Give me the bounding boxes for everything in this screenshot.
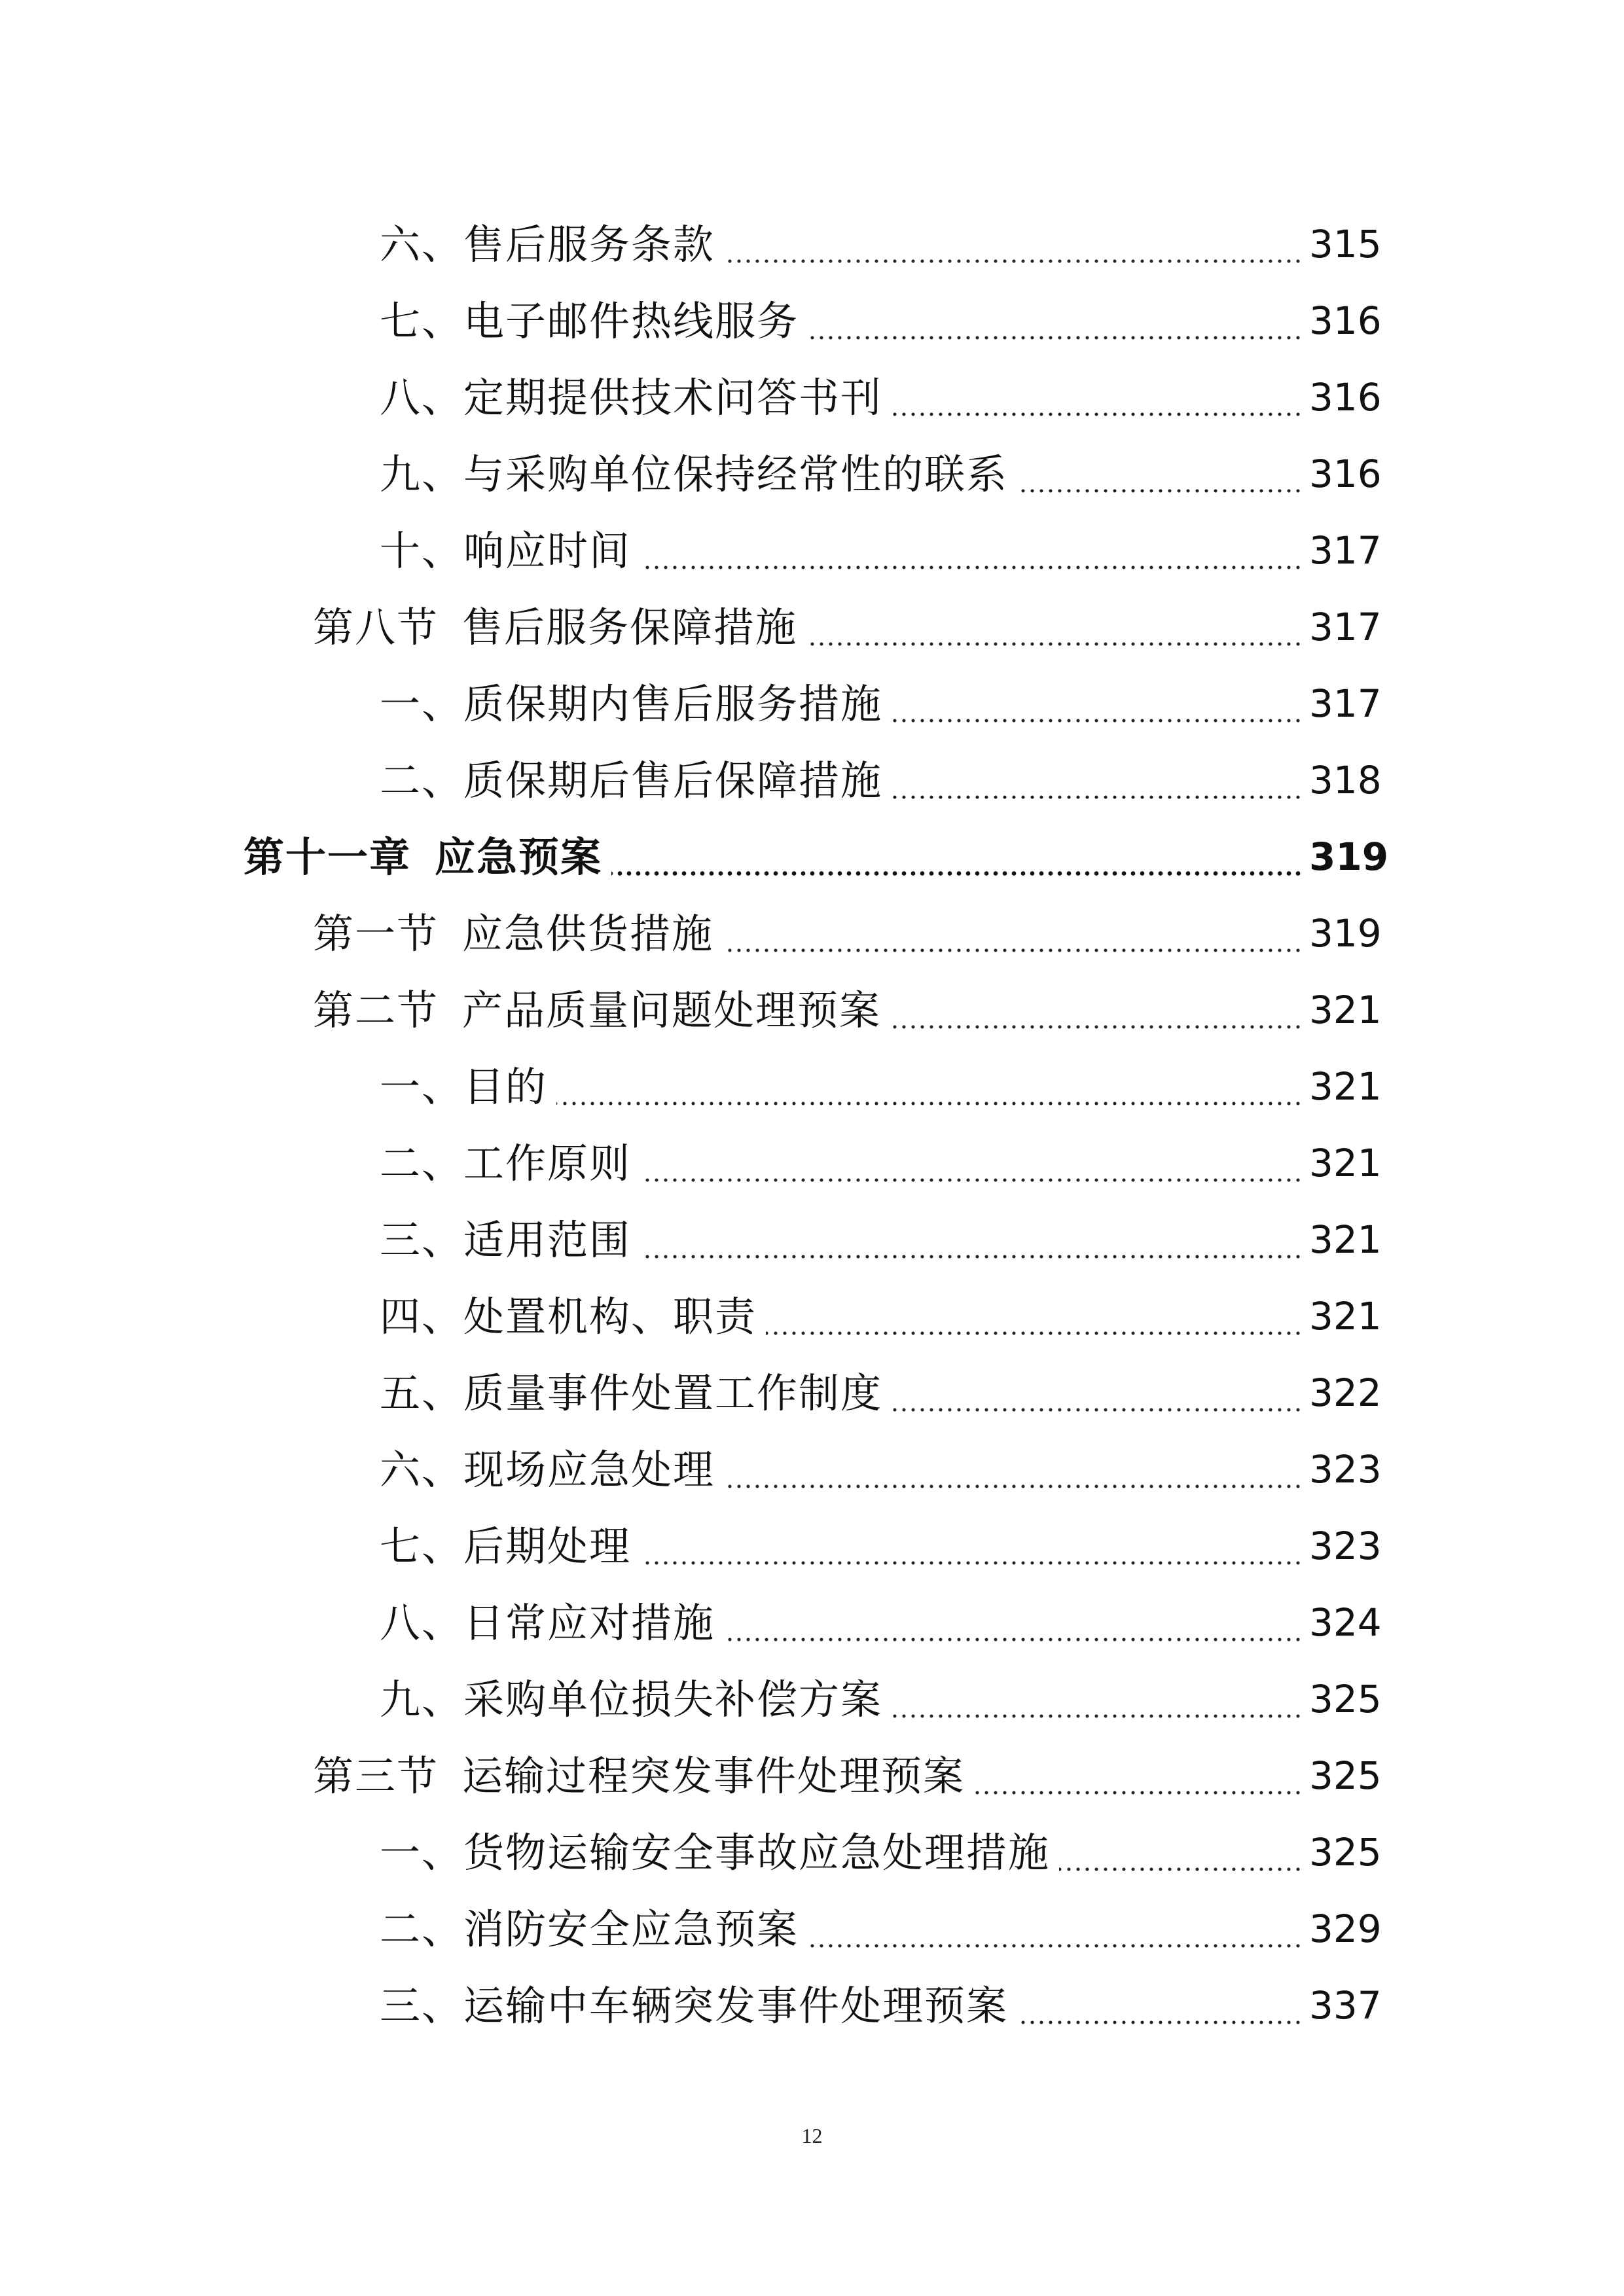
toc-entry-page-number: 325 bbox=[1309, 1830, 1382, 1874]
toc-entry-label bbox=[380, 1125, 631, 1202]
toc-entry-label bbox=[380, 512, 631, 589]
toc-entry-prefix: 三、 bbox=[380, 1216, 464, 1264]
page-number: 12 bbox=[801, 2124, 823, 2147]
toc-entry-label bbox=[244, 819, 602, 895]
toc-entry-page-number: 319 bbox=[1309, 911, 1382, 956]
toc-dot-leader bbox=[892, 666, 1303, 742]
toc-entry-title: 后期处理 bbox=[463, 1522, 632, 1570]
toc-entry-label bbox=[380, 1967, 1008, 2044]
toc-dot-leader bbox=[640, 1508, 1303, 1585]
toc-entry-prefix: 十、 bbox=[380, 527, 464, 575]
toc-entry-prefix: 六、 bbox=[380, 1446, 464, 1494]
toc-dot-leader bbox=[892, 742, 1303, 819]
table-of-contents bbox=[0, 206, 1624, 2044]
toc-entry-page-number: 323 bbox=[1309, 1447, 1382, 1492]
toc-section-entry[interactable] bbox=[0, 895, 1624, 972]
toc-entry-title: 产品质量问题处理预案 bbox=[462, 986, 882, 1034]
toc-entry-title: 质保期内售后服务措施 bbox=[463, 680, 883, 728]
toc-entry-page-number: 317 bbox=[1309, 681, 1382, 726]
toc-entry-prefix: 六、 bbox=[380, 221, 464, 268]
toc-entry-label bbox=[380, 1508, 631, 1585]
toc-chapter-entry[interactable] bbox=[0, 819, 1624, 895]
toc-entry-label bbox=[313, 895, 713, 972]
toc-entry-prefix: 一、 bbox=[380, 1829, 464, 1876]
toc-entry-page-number: 321 bbox=[1309, 1064, 1382, 1109]
toc-entry-prefix: 三、 bbox=[380, 1982, 464, 2030]
toc-entry-prefix: 二、 bbox=[380, 757, 464, 804]
toc-entry-label bbox=[380, 436, 1008, 512]
toc-subsection-entry[interactable] bbox=[0, 1431, 1624, 1508]
toc-subsection-entry[interactable] bbox=[0, 1202, 1624, 1278]
toc-subsection-entry[interactable] bbox=[0, 1967, 1624, 2044]
toc-entry-title: 响应时间 bbox=[463, 527, 632, 575]
toc-entry-title: 货物运输安全事故应急处理措施 bbox=[463, 1829, 1051, 1876]
toc-entry-label bbox=[380, 742, 882, 819]
toc-subsection-entry[interactable] bbox=[0, 1661, 1624, 1738]
toc-entry-page-number: 321 bbox=[1309, 1141, 1382, 1185]
toc-entry-title: 应急预案 bbox=[435, 833, 603, 881]
toc-dot-leader bbox=[724, 206, 1303, 283]
toc-entry-label bbox=[380, 1431, 715, 1508]
toc-subsection-entry[interactable] bbox=[0, 206, 1624, 283]
toc-entry-prefix: 九、 bbox=[380, 1676, 464, 1723]
toc-entry-title: 定期提供技术问答书刊 bbox=[463, 374, 883, 422]
toc-entry-label bbox=[313, 972, 881, 1049]
toc-entry-page-number: 329 bbox=[1309, 1907, 1382, 1951]
toc-entry-title: 现场应急处理 bbox=[463, 1446, 715, 1494]
toc-dot-leader bbox=[611, 819, 1303, 895]
toc-entry-title: 售后服务保障措施 bbox=[462, 603, 798, 651]
toc-subsection-entry[interactable] bbox=[0, 512, 1624, 589]
toc-entry-page-number: 319 bbox=[1309, 834, 1389, 879]
toc-subsection-entry[interactable] bbox=[0, 436, 1624, 512]
toc-subsection-entry[interactable] bbox=[0, 1891, 1624, 1967]
toc-entry-prefix: 二、 bbox=[380, 1139, 464, 1187]
toc-section-entry[interactable] bbox=[0, 589, 1624, 666]
toc-entry-prefix: 第二节 bbox=[313, 986, 439, 1034]
toc-entry-page-number: 321 bbox=[1309, 1294, 1382, 1338]
toc-dot-leader bbox=[892, 1661, 1303, 1738]
toc-entry-label bbox=[380, 283, 799, 359]
toc-entry-prefix: 七、 bbox=[380, 1522, 464, 1570]
toc-entry-prefix: 第一节 bbox=[313, 910, 439, 958]
toc-entry-page-number: 316 bbox=[1309, 375, 1382, 420]
toc-entry-prefix: 第十一章 bbox=[244, 833, 412, 881]
toc-entry-page-number: 315 bbox=[1309, 222, 1382, 266]
toc-entry-title: 工作原则 bbox=[463, 1139, 632, 1187]
toc-entry-prefix: 二、 bbox=[380, 1905, 464, 1953]
toc-dot-leader bbox=[892, 359, 1303, 436]
toc-subsection-entry[interactable] bbox=[0, 1508, 1624, 1585]
toc-entry-title: 电子邮件热线服务 bbox=[463, 297, 799, 345]
toc-dot-leader bbox=[806, 589, 1303, 666]
toc-entry-prefix: 第八节 bbox=[313, 603, 439, 651]
toc-entry-label bbox=[380, 1661, 882, 1738]
toc-subsection-entry[interactable] bbox=[0, 283, 1624, 359]
toc-entry-title: 质保期后售后保障措施 bbox=[463, 757, 883, 804]
toc-entry-title: 消防安全应急预案 bbox=[463, 1905, 799, 1953]
toc-dot-leader bbox=[974, 1738, 1303, 1814]
toc-entry-label bbox=[380, 666, 882, 742]
toc-entry-title: 与采购单位保持经常性的联系 bbox=[463, 450, 1009, 498]
toc-entry-label bbox=[380, 1278, 757, 1355]
toc-entry-page-number: 322 bbox=[1309, 1371, 1382, 1415]
toc-entry-title: 日常应对措施 bbox=[463, 1599, 715, 1647]
toc-entry-label bbox=[313, 1738, 965, 1814]
toc-entry-prefix: 一、 bbox=[380, 680, 464, 728]
toc-entry-label bbox=[380, 206, 715, 283]
toc-subsection-entry[interactable] bbox=[0, 742, 1624, 819]
toc-entry-label bbox=[380, 1355, 882, 1431]
toc-dot-leader bbox=[808, 1891, 1303, 1967]
toc-entry-prefix: 五、 bbox=[380, 1369, 464, 1417]
toc-dot-leader bbox=[640, 512, 1303, 589]
toc-entry-title: 处置机构、职责 bbox=[463, 1293, 757, 1340]
toc-entry-label bbox=[380, 1585, 715, 1661]
toc-entry-title: 采购单位损失补偿方案 bbox=[463, 1676, 883, 1723]
toc-dot-leader bbox=[724, 1585, 1303, 1661]
toc-section-entry[interactable] bbox=[0, 1738, 1624, 1814]
toc-subsection-entry[interactable] bbox=[0, 1814, 1624, 1891]
toc-entry-label bbox=[380, 359, 882, 436]
toc-entry-page-number: 317 bbox=[1309, 528, 1382, 573]
toc-entry-title: 运输过程突发事件处理预案 bbox=[462, 1752, 965, 1800]
toc-dot-leader bbox=[723, 895, 1303, 972]
toc-entry-page-number: 321 bbox=[1309, 988, 1382, 1032]
toc-entry-page-number: 317 bbox=[1309, 605, 1382, 649]
toc-subsection-entry[interactable] bbox=[0, 1049, 1624, 1125]
toc-dot-leader bbox=[1017, 1967, 1303, 2044]
toc-dot-leader bbox=[808, 283, 1303, 359]
toc-entry-page-number: 316 bbox=[1309, 298, 1382, 343]
toc-entry-prefix: 第三节 bbox=[313, 1752, 439, 1800]
toc-entry-page-number: 318 bbox=[1309, 758, 1382, 802]
toc-entry-prefix: 八、 bbox=[380, 1599, 464, 1647]
toc-entry-page-number: 323 bbox=[1309, 1524, 1382, 1568]
toc-entry-page-number: 324 bbox=[1309, 1600, 1382, 1645]
toc-entry-label bbox=[380, 1814, 1050, 1891]
toc-entry-title: 售后服务条款 bbox=[463, 221, 715, 268]
toc-entry-label bbox=[380, 1891, 799, 1967]
toc-dot-leader bbox=[1059, 1814, 1303, 1891]
toc-entry-title: 应急供货措施 bbox=[462, 910, 714, 958]
toc-section-entry[interactable] bbox=[0, 972, 1624, 1049]
toc-subsection-entry[interactable] bbox=[0, 359, 1624, 436]
toc-dot-leader bbox=[556, 1049, 1303, 1125]
toc-entry-page-number: 325 bbox=[1309, 1753, 1382, 1798]
toc-dot-leader bbox=[1017, 436, 1303, 512]
toc-entry-label bbox=[313, 589, 797, 666]
toc-subsection-entry[interactable] bbox=[0, 1355, 1624, 1431]
toc-subsection-entry[interactable] bbox=[0, 1585, 1624, 1661]
toc-subsection-entry[interactable] bbox=[0, 1278, 1624, 1355]
toc-entry-page-number: 316 bbox=[1309, 452, 1382, 496]
toc-entry-title: 适用范围 bbox=[463, 1216, 632, 1264]
toc-entry-label bbox=[380, 1049, 547, 1125]
toc-entry-page-number: 337 bbox=[1309, 1983, 1382, 2028]
toc-dot-leader bbox=[640, 1125, 1303, 1202]
toc-entry-page-number: 325 bbox=[1309, 1677, 1382, 1721]
toc-entry-title: 目的 bbox=[463, 1063, 548, 1111]
toc-subsection-entry[interactable] bbox=[0, 666, 1624, 742]
toc-dot-leader bbox=[640, 1202, 1303, 1278]
toc-entry-page-number: 321 bbox=[1309, 1217, 1382, 1262]
toc-dot-leader bbox=[890, 972, 1303, 1049]
toc-entry-title: 运输中车辆突发事件处理预案 bbox=[463, 1982, 1009, 2030]
toc-entry-prefix: 八、 bbox=[380, 374, 464, 422]
toc-dot-leader bbox=[892, 1355, 1303, 1431]
toc-entry-prefix: 一、 bbox=[380, 1063, 464, 1111]
toc-entry-label bbox=[380, 1202, 631, 1278]
toc-entry-prefix: 七、 bbox=[380, 297, 464, 345]
toc-entry-prefix: 四、 bbox=[380, 1293, 464, 1340]
toc-dot-leader bbox=[766, 1278, 1303, 1355]
toc-dot-leader bbox=[724, 1431, 1303, 1508]
toc-subsection-entry[interactable] bbox=[0, 1125, 1624, 1202]
toc-entry-title: 质量事件处置工作制度 bbox=[463, 1369, 883, 1417]
toc-entry-prefix: 九、 bbox=[380, 450, 464, 498]
